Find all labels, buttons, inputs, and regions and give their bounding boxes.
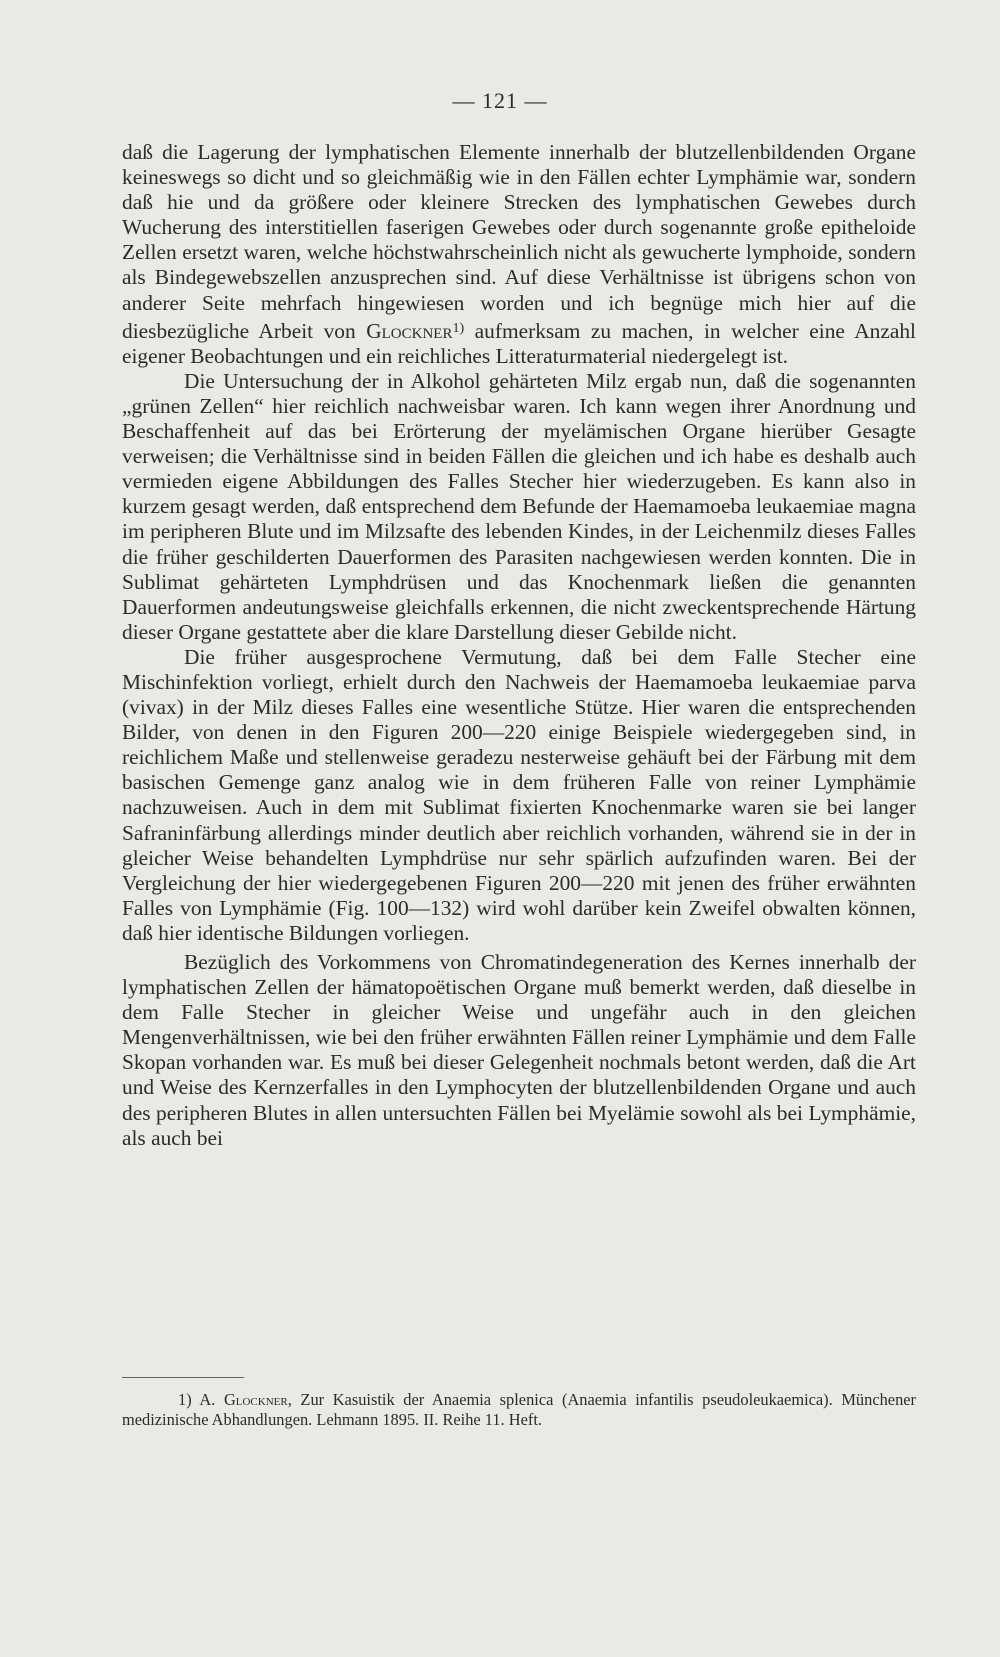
footnote-text-end: , Zur Kasuistik der Anaemia splenica (Anaemia infantilis pseudoleukaemica). Münchener medizinische Abhandlungen. Lehmann 1895. II. Reihe 11. Heft. <box>122 1390 916 1429</box>
body-text <box>122 140 916 1151</box>
paragraph-3: Die früher ausgesprochene Vermutung, daß bei dem Falle Stecher eine Mischinfektion vorliegt, erhielt durch den Nachweis der Haemamoeba leukaemiae parva (vivax) in der Milz dieses Falles eine wesentliche Stütze. Hier waren die entsprechenden Bilder, von denen in den Figuren 200—220 einige Beispiele wiedergegeben sind, in reichlichem Maße und stellenweise geradezu nesterweise gehäuft bei der Färbung mit dem basischen Gemenge ganz analog wie in dem früheren Falle von reiner Lymphämie nachzuweisen. Auch in dem mit Sublimat fixierten Knochenmarke waren sie bei langer Safraninfärbung allerdings minder deutlich aber reichlich vorhanden, während sie in der in gleicher Weise behandelten Lymphdrüse nur sehr spärlich aufzufinden waren. Bei der Vergleichung der hier wiedergegebenen Figuren 200—220 mit jenen des früher erwähnten Falles von Lymphämie (Fig. 100—132) wird wohl darüber kein Zweifel obwalten können, daß hier identische Bildungen vorliegen. <box>122 644 916 945</box>
author-name-glockner: Glockner <box>366 318 453 343</box>
paragraph-4: Bezüglich des Vorkommens von Chromatindegeneration des Kernes innerhalb der lymphatischen Zellen der hämatopoëtischen Organe muß bemerkt werden, daß dieselbe in dem Falle Stecher in gleicher Weise und ungefähr auch in den gleichen Mengenverhältnissen, wie bei den früher erwähnten Fällen reiner Lymphämie und dem Falle Skopan vorhanden war. Es muß bei dieser Gelegenheit nochmals betont werden, daß die Art und Weise des Kernzerfalles in den Lymphocyten der blutzellenbildenden Organe und auch des peripheren Blutes in allen untersuchten Fällen bei Myelämie sowohl als bei Lymphämie, als auch bei <box>122 950 916 1150</box>
footnote-reference: 1) <box>452 320 465 336</box>
footnote-author-name: Glockner <box>223 1390 288 1409</box>
footnote-divider <box>122 1377 244 1378</box>
paragraph-2: Die Untersuchung der in Alkohol gehärteten Milz ergab nun, daß die sogenannten „grünen Zellen“ hier reichlich nachweisbar waren. Ich kann wegen ihrer Anordnung und Beschaffenheit auf das bei Erörterung der myelämischen Organe hierüber Gesagte verweisen; die Verhältnisse sind in beiden Fällen die gleichen und ich habe es deshalb auch vermieden eigene Abbildungen des Falles Stecher hier wiederzugeben. Es kann also in kurzem gesagt werden, daß entsprechend dem Befunde der Haemamoeba leukaemiae magna im peripheren Blute und im Milzsafte des lebenden Kindes, in der Leichenmilz dieses Falles die früher geschilderten Dauerformen des Parasiten nachgewiesen werden konnten. Die in Sublimat gehärteten Lymphdrüsen und das Knochenmark ließen die genannten Dauerformen andeutungsweise gleichfalls erkennen, die nicht zweckentsprechende Härtung dieser Organe gestattete aber die klare Darstellung dieser Gebilde nicht. <box>122 368 916 644</box>
page-number: — 121 — <box>452 88 548 113</box>
footnote-marker: 1) <box>178 1390 192 1409</box>
paragraph-1 <box>122 140 916 369</box>
footnote-text-start: A. <box>191 1390 224 1409</box>
paragraph-1-text-end: aufmerksam zu machen, in welcher eine Anzahl eigener Beobachtungen und ein reichliches Litteraturmaterial niedergelegt ist. <box>122 318 917 368</box>
footnote <box>122 1390 916 1429</box>
paragraph-1-text-start: daß die Lagerung der lymphatischen Elemente innerhalb der blutzellenbildenden Organe keineswegs so dicht und so gleichmäßig wie in den Fällen echter Lymphämie war, sondern daß hie und da größere oder kleinere Strecken des lymphatischen Gewebes durch Wucherung des interstitiellen faserigen Gewebes oder durch sogenannte große epitheloide Zellen ersetzt waren, welche höchstwahrscheinlich nicht als gewucherte lymphoide, sondern als Bindegewebszellen anzusprechen sind. Auf diese Verhältnisse ist übrigens schon von anderer Seite mehrfach hingewiesen worden und ich begnüge mich hier auf die diesbezügliche Arbeit von <box>122 140 916 343</box>
